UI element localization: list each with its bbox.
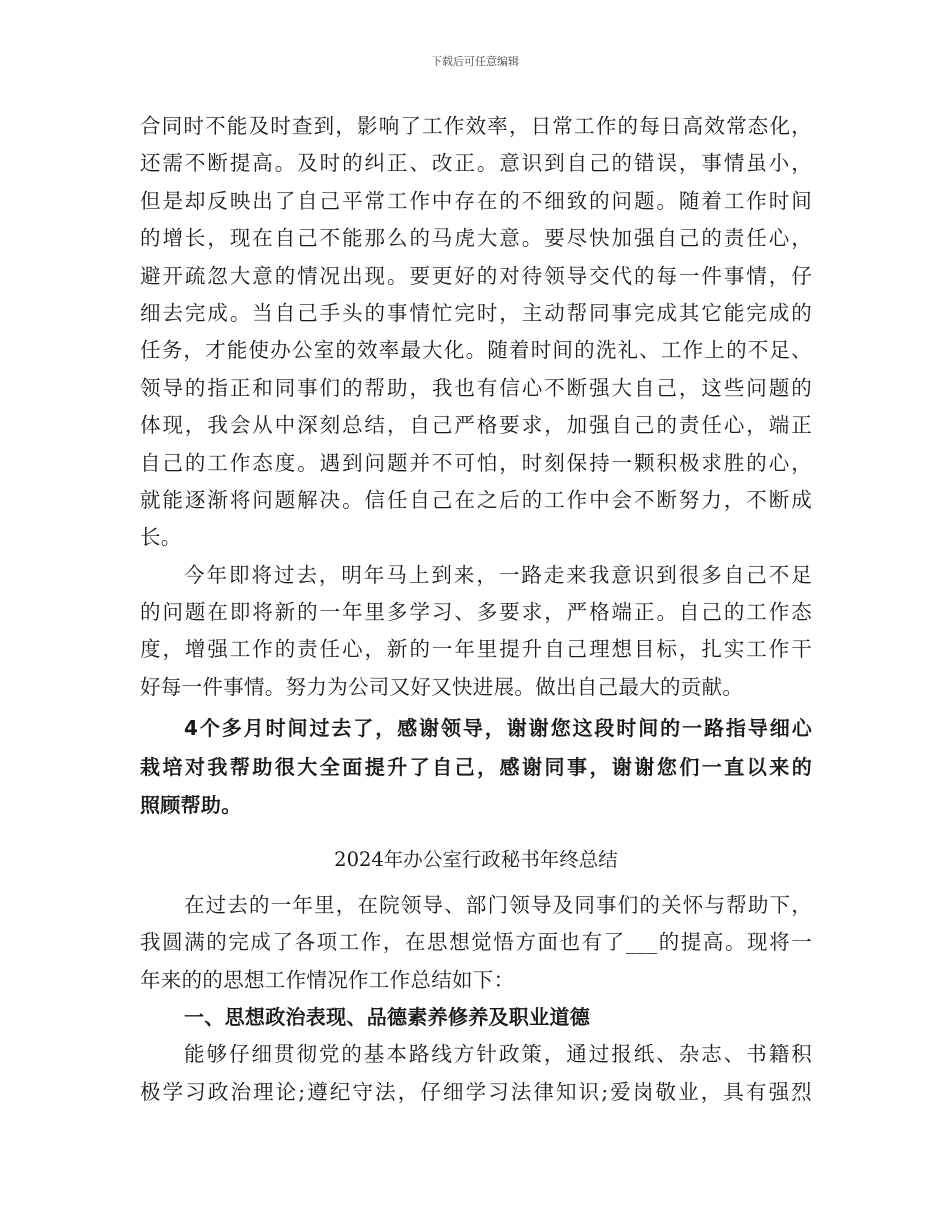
paragraph-line: 领导的指正和同事们的帮助，我也有信心不断强大自己，这些问题的 xyxy=(140,375,812,400)
paragraph-line: 长。 xyxy=(140,525,182,550)
paragraph-line: 就能逐渐将问题解决。信任自己在之后的工作中会不断努力，不断成 xyxy=(140,487,812,512)
paragraph-4 xyxy=(140,887,812,999)
paragraph-line: 我圆满的完成了各项工作，在思想觉悟方面也有了___的提高。现将一 xyxy=(140,930,812,955)
paragraph-line: 极学习政治理论;遵纪守法，仔细学习法律知识;爱岗敬业，具有强烈 xyxy=(140,1079,812,1104)
paragraph-line: 细去完成。当自己手头的事情忙完时，主动帮同事完成其它能完成的 xyxy=(140,300,812,325)
paragraph-3-bold xyxy=(140,709,812,825)
paragraph-line: 合同时不能及时查到，影响了工作效率，日常工作的每日高效常态化， xyxy=(140,114,812,138)
paragraph-line: 度，增强工作的责任心，新的一年里提升自己理想目标，扎实工作干 xyxy=(140,637,812,662)
paragraph-line: 体现，我会从中深刻总结，自己严格要求，加强自己的责任心，端正 xyxy=(140,413,812,438)
paragraph-2 xyxy=(140,557,812,707)
section-title: 2024年办公室行政秘书年终总结 xyxy=(334,847,618,871)
paragraph-line: 避开疏忽大意的情况出现。要更好的对待领导交代的每一件事情，仔 xyxy=(140,263,812,288)
paragraph-line: 好每一件事情。努力为公司又好又快进展。做出自己最大的贡献。 xyxy=(140,674,744,699)
paragraph-line: 在过去的一年里，在院领导、部门领导及同事们的关怀与帮助下， xyxy=(184,892,812,917)
paragraph-line: 任务，才能使办公室的效率最大化。随着时间的洗礼、工作上的不足、 xyxy=(140,338,812,363)
paragraph-line: 但是却反映出了自己平常工作中存在的不细致的问题。随着工作时间 xyxy=(140,188,812,213)
paragraph-line: 4个多月时间过去了，感谢领导，谢谢您这段时间的一路指导细心 xyxy=(184,716,812,741)
heading-1: 一、思想政治表现、品德素养修养及职业道德 xyxy=(184,1004,590,1029)
page-header: 下载后可任意编辑 xyxy=(431,55,519,68)
paragraph-line: 栽培对我帮助很大全面提升了自己，感谢同事，谢谢您们一直以来的 xyxy=(140,754,812,779)
paragraph-line: 照顾帮助。 xyxy=(140,793,242,818)
paragraph-line: 自己的工作态度。遇到问题并不可怕，时刻保持一颗积极求胜的心， xyxy=(140,450,812,475)
paragraph-line: 的增长，现在自己不能那么的马虎大意。要尽快加强自己的责任心， xyxy=(140,226,812,251)
paragraph-5 xyxy=(140,1036,812,1111)
paragraph-line: 能够仔细贯彻党的基本路线方针政策，通过报纸、杂志、书籍积 xyxy=(184,1042,812,1067)
paragraph-line: 今年即将过去，明年马上到来，一路走来我意识到很多自己不足 xyxy=(184,562,812,587)
paragraph-line: 的问题在即将新的一年里多学习、多要求，严格端正。自己的工作态 xyxy=(140,600,812,625)
paragraph-line: 还需不断提高。及时的纠正、改正。意识到自己的错误，事情虽小， xyxy=(140,151,812,176)
document-body xyxy=(140,108,812,1111)
paragraph-1 xyxy=(140,108,812,557)
paragraph-line: 年来的的思想工作情况作工作总结如下： xyxy=(140,967,515,992)
